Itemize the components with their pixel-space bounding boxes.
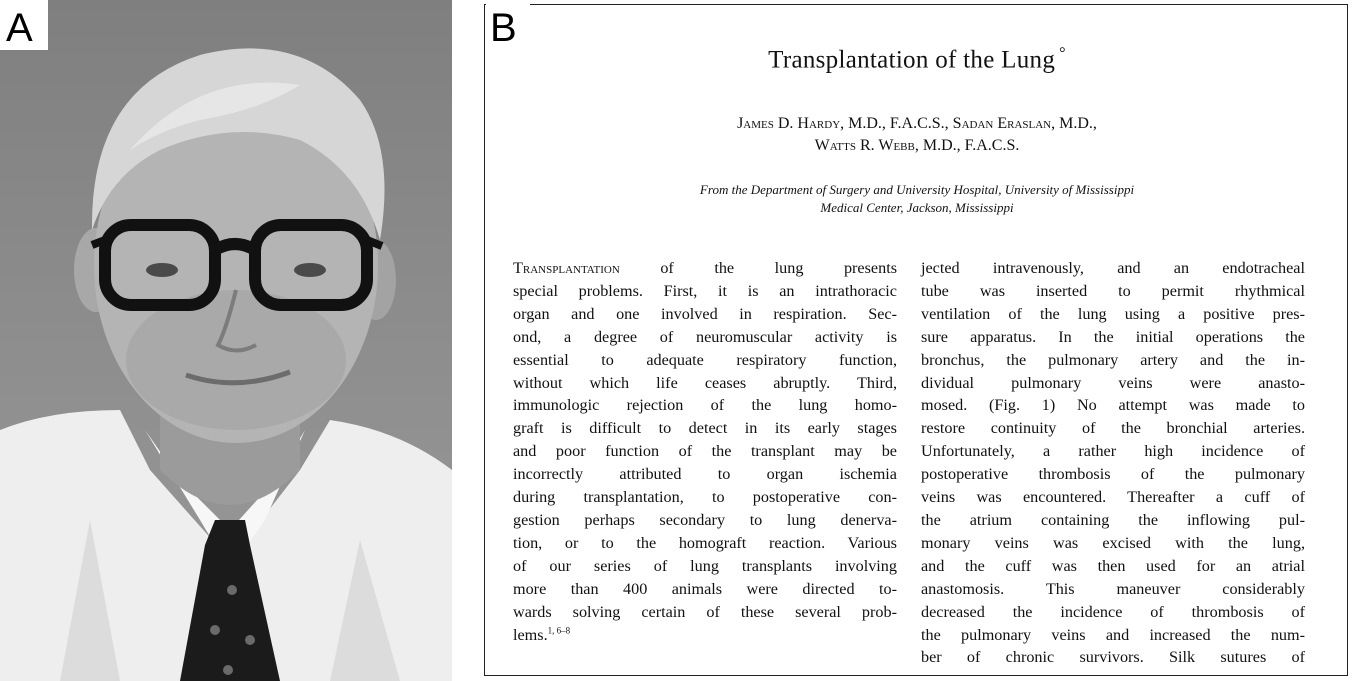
text-line: the pulmonary veins and increased the num- <box>921 625 1305 644</box>
text-line: wards solving certain of these several prob- <box>513 602 897 621</box>
text-line: decreased the incidence of thrombosis of <box>921 602 1305 621</box>
authors-line-1: James D. Hardy, M.D., F.A.C.S., Sadan Eraslan, M.D., <box>737 115 1097 132</box>
affiliation-line-1: From the Department of Surgery and University Hospital, University of Mississippi <box>699 182 1135 197</box>
text-line: more than 400 animals were directed to- <box>513 579 897 598</box>
text-line: special problems. First, it is an intrathoracic <box>513 281 897 300</box>
text-line: anastomosis. This maneuver considerably <box>921 579 1305 598</box>
text-line: essential to adequate respiratory function, <box>513 350 897 369</box>
panel-a-label: A <box>6 6 33 50</box>
authors-line-2: Watts R. Webb, M.D., F.A.C.S. <box>814 137 1020 154</box>
text-line: jected intravenously, and an endotracheal <box>921 259 1305 277</box>
text-line: graft is difficult to detect in its early stages <box>513 419 897 438</box>
text-line: sure apparatus. In the initial operations the <box>921 327 1305 346</box>
text-line: tube was inserted to permit rhythmical <box>921 281 1305 300</box>
text-line: veins was encountered. Thereafter a cuff of <box>921 488 1305 507</box>
title-footnote-mark: ° <box>1059 45 1066 62</box>
text-line: gestion perhaps secondary to lung denerva- <box>513 510 897 529</box>
text-line: mosed. (Fig. 1) No attempt was made to <box>921 396 1305 415</box>
text-line: ventilation of the lung using a positive pres- <box>921 304 1305 323</box>
article-page <box>484 4 1348 676</box>
portrait-photo <box>0 0 452 681</box>
text-line: incorrectly attributed to organ ischemia <box>513 465 897 484</box>
text-line: of our series of lung transplants involving <box>513 556 897 575</box>
text-line: restore continuity of the bronchial arteries. <box>921 419 1305 438</box>
text-line: and the cuff was then used for an atrial <box>921 556 1305 575</box>
text-line: during transplantation, to postoperative con- <box>513 488 897 507</box>
article-title: Transplantation of the Lung ° <box>768 45 1066 74</box>
article-authors <box>485 113 1348 157</box>
text-line: organ and one involved in respiration. Sec- <box>513 304 897 323</box>
text-line-last: lems.$^{1, 6-8}$ <box>513 625 571 644</box>
article-affiliation <box>485 181 1348 217</box>
text-line: dividual pulmonary veins were anasto- <box>921 373 1305 392</box>
text-line: postoperative thrombosis of the pulmonary <box>921 465 1305 484</box>
article-right-column <box>921 257 1305 669</box>
text-line: immunologic rejection of the lung homo- <box>513 396 897 415</box>
opening-word: Transplantation <box>513 259 620 277</box>
panel-b-label: B <box>490 6 517 50</box>
text-line: bronchus, the pulmonary artery and the in- <box>921 350 1305 369</box>
portrait-illustration <box>0 0 452 681</box>
text-line: ond, a degree of neuromuscular activity is <box>513 327 897 346</box>
text-line: ber of chronic survivors. Silk sutures of <box>921 648 1305 667</box>
text-line: Unfortunately, a rather high incidence of <box>921 442 1305 461</box>
article-left-column <box>513 257 897 646</box>
text-line: Transplantation of the lung presents <box>513 259 897 277</box>
text-line: without which life ceases abruptly. Third, <box>513 373 897 392</box>
text-line: the atrium containing the inflowing pul- <box>921 510 1305 529</box>
citation-refs: 1, 6–8 <box>547 625 571 636</box>
affiliation-line-2: Medical Center, Jackson, Mississippi <box>820 200 1014 215</box>
text-line: tion, or to the homograft reaction. Various <box>513 533 897 552</box>
text-line: and poor function of the transplant may be <box>513 442 897 461</box>
text-line: monary veins was excised with the lung, <box>921 533 1305 552</box>
